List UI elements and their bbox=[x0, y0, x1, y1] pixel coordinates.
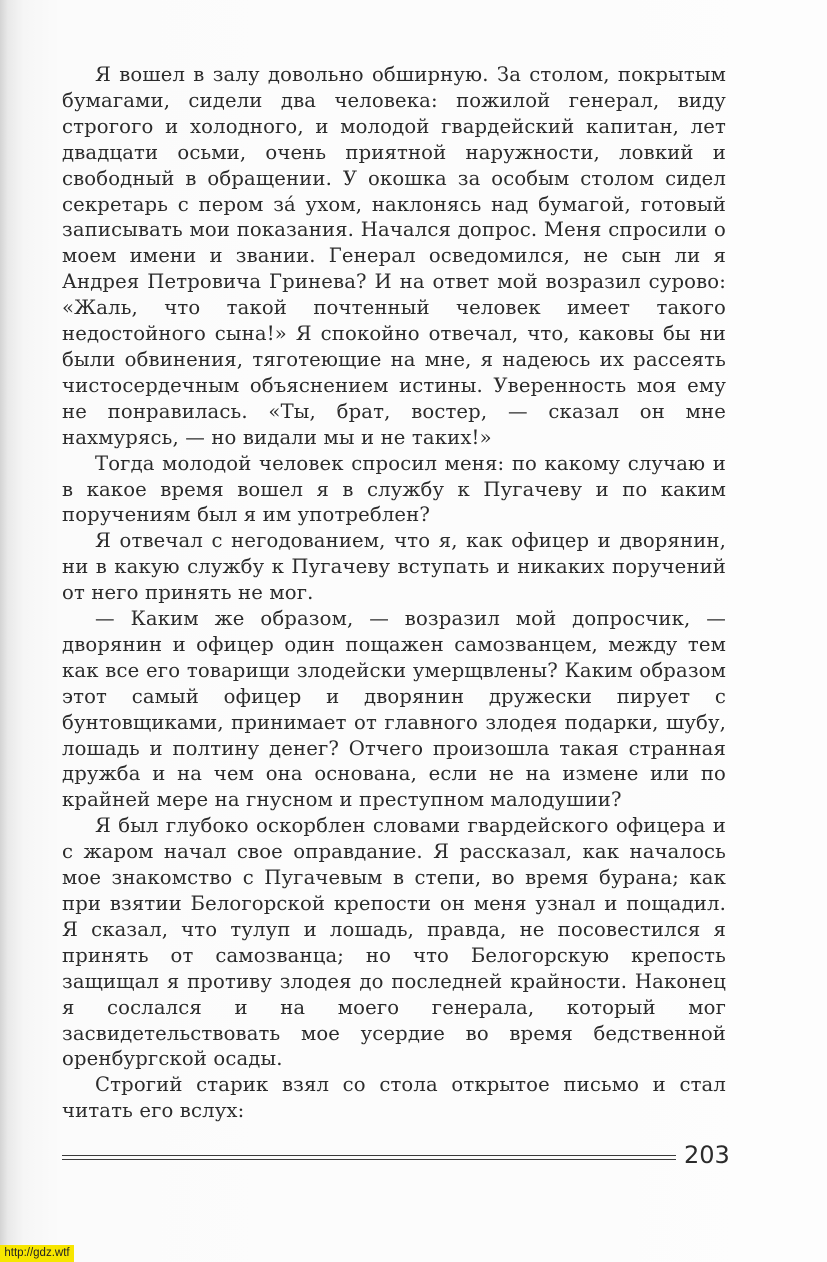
footer-rule bbox=[62, 1155, 676, 1160]
paragraph-1: Я вошел в залу довольно обширную. За столом, покрытым бумагами, сидели два человека: пожилой генерал, виду строгого и холодного, и молодой гвардейский капитан, лет двадцати осьми, очень приятной наружности, ловкий и свободный в обращении. У окошка за особым столом сидел секретарь с пером за́ ухом, наклонясь над бумагой, готовый записывать мои показания. Начался допрос. Меня спросили о моем имени и звании. Генерал осведомился, не сын ли я Андрея Петровича Гринева? И на ответ мой возразил сурово: «Жаль, что такой почтенный человек имеет такого недостойного сына!» Я спокойно отвечал, что, каковы бы ни были обвинения, тяготеющие на мне, я надеюсь их рассеять чистосердечным объяснением истины. Уверенность моя ему не понравилась. «Ты, брат, востер, — сказал он мне нахмурясь, — но видали мы и не таких!» bbox=[62, 63, 726, 449]
body-text bbox=[62, 62, 726, 1124]
page-number: 203 bbox=[684, 1141, 730, 1169]
paragraph-3: Я отвечал с негодованием, что я, как офицер и дворянин, ни в какую службу к Пугачеву вступать и никаких поручений от него принять не мог. bbox=[62, 529, 726, 605]
paragraph-2: Тогда молодой человек спросил меня: по какому случаю и в какое время вошел я в службу к Пугачеву и по каким поручениям был я им употреблен? bbox=[62, 451, 726, 527]
paragraph-4: — Каким же образом, — возразил мой допросчик, — дворянин и офицер один пощажен самозванцем, между тем как все его товарищи злодейски умерщвлены? Каким образом этот самый офицер и дворянин дружески пирует с бунтовщиками, принимает от главного злодея подарки, шубу, лошадь и полтину денег? Отчего произошла такая странная дружба и на чем она основана, если не на измене или по крайней мере на гнусном и преступном малодушии? bbox=[62, 607, 726, 812]
paragraph-5: Я был глубоко оскорблен словами гвардейского офицера и с жаром начал свое оправдание. Я рассказал, как началось мое знакомство с Пугачевым в степи, во время бурана; как при взятии Белогорской крепости он меня узнал и пощадил. Я сказал, что тулуп и лошадь, правда, не посовестился я принять от самозванца; но что Белогорскую крепость защищал я противу злодея до последней крайности. Наконец я сослался и на моего генерала, который мог засвидетельствовать мое усердие во время бедственной оренбургской осады. bbox=[62, 814, 726, 1071]
paragraph-6: Строгий старик взял со стола открытое письмо и стал читать его вслух: bbox=[62, 1073, 726, 1123]
watermark-link[interactable]: http://gdz.wtf bbox=[0, 1245, 74, 1262]
